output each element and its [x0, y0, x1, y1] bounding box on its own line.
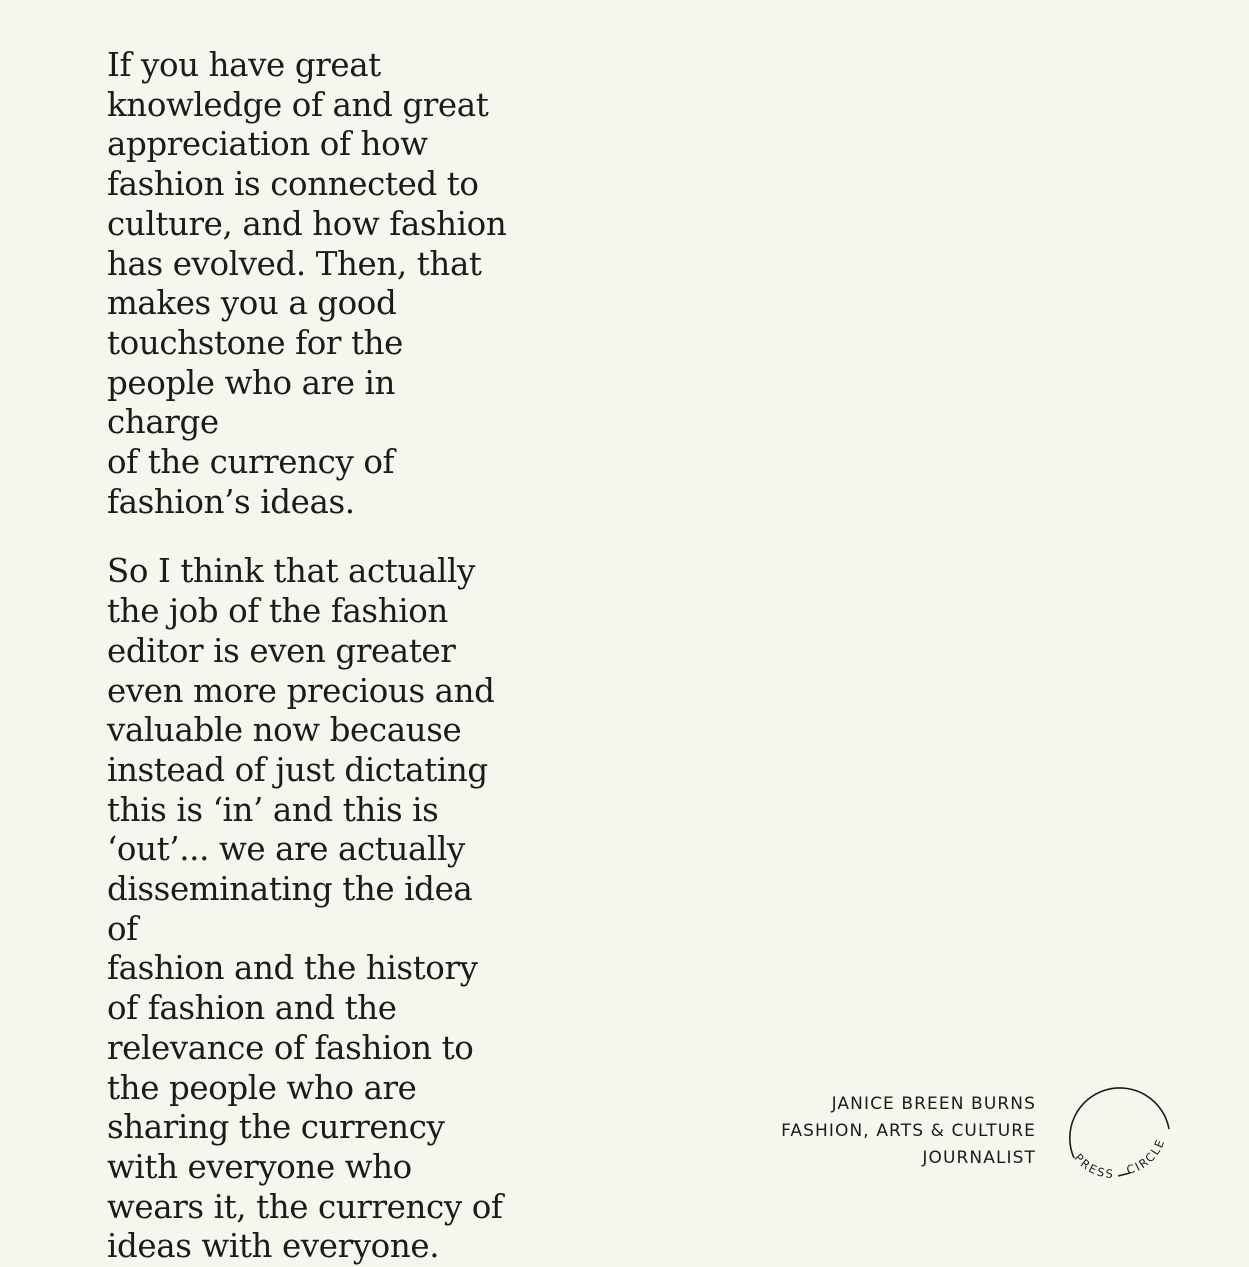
- logo-word-circle: CIRCLE: [1124, 1136, 1168, 1178]
- quote-line: So I think that actually: [107, 552, 475, 591]
- quote-line: wears it, the currency of: [107, 1187, 503, 1226]
- quote-line: valuable now because: [107, 711, 462, 750]
- quote-line: sharing the currency: [107, 1108, 445, 1147]
- quote-line: fashion is connected to: [107, 165, 479, 204]
- logo-word-press: PRESS: [1071, 1150, 1116, 1182]
- quote-line: touchstone for the: [107, 323, 403, 362]
- quote-line: makes you a good: [107, 284, 397, 323]
- author-name: JANICE BREEN BURNS: [831, 1094, 1036, 1114]
- quote-line: relevance of fashion to: [107, 1028, 474, 1067]
- quote-paragraph-2: [107, 552, 507, 1267]
- quote-text: [107, 46, 507, 1267]
- quote-line: appreciation of how: [107, 125, 428, 164]
- quote-line: fashion’s ideas.: [107, 482, 355, 521]
- quote-line: instead of just dictating: [107, 750, 488, 789]
- quote-line: editor is even greater: [107, 631, 456, 670]
- quote-line: culture, and how fashion: [107, 204, 507, 243]
- quote-line: has evolved. Then, that: [107, 244, 482, 283]
- attribution: [781, 1091, 1036, 1172]
- quote-line: fashion and the history: [107, 949, 478, 988]
- quote-line: of the currency of: [107, 443, 395, 482]
- author-role: FASHION, ARTS & CULTURE: [781, 1121, 1036, 1141]
- quote-line: ideas with everyone.: [107, 1227, 440, 1266]
- quote-line: disseminating the idea of: [107, 870, 473, 948]
- author-role-continued: JOURNALIST: [922, 1148, 1036, 1168]
- press-circle-logo-icon: [1060, 1074, 1172, 1186]
- quote-line: this is ‘in’ and this is: [107, 790, 439, 829]
- quote-line: even more precious and: [107, 671, 495, 710]
- quote-line: of fashion and the: [107, 989, 397, 1028]
- quote-line: the job of the fashion: [107, 592, 448, 631]
- quote-line: If you have great: [107, 46, 381, 84]
- quote-line: with everyone who: [107, 1147, 412, 1186]
- quote-line: ‘out’... we are actually: [107, 830, 465, 869]
- quote-line: the people who are: [107, 1068, 417, 1107]
- quote-line: knowledge of and great: [107, 85, 489, 124]
- quote-paragraph-1: [107, 46, 507, 522]
- quote-line: people who are in charge: [107, 363, 396, 442]
